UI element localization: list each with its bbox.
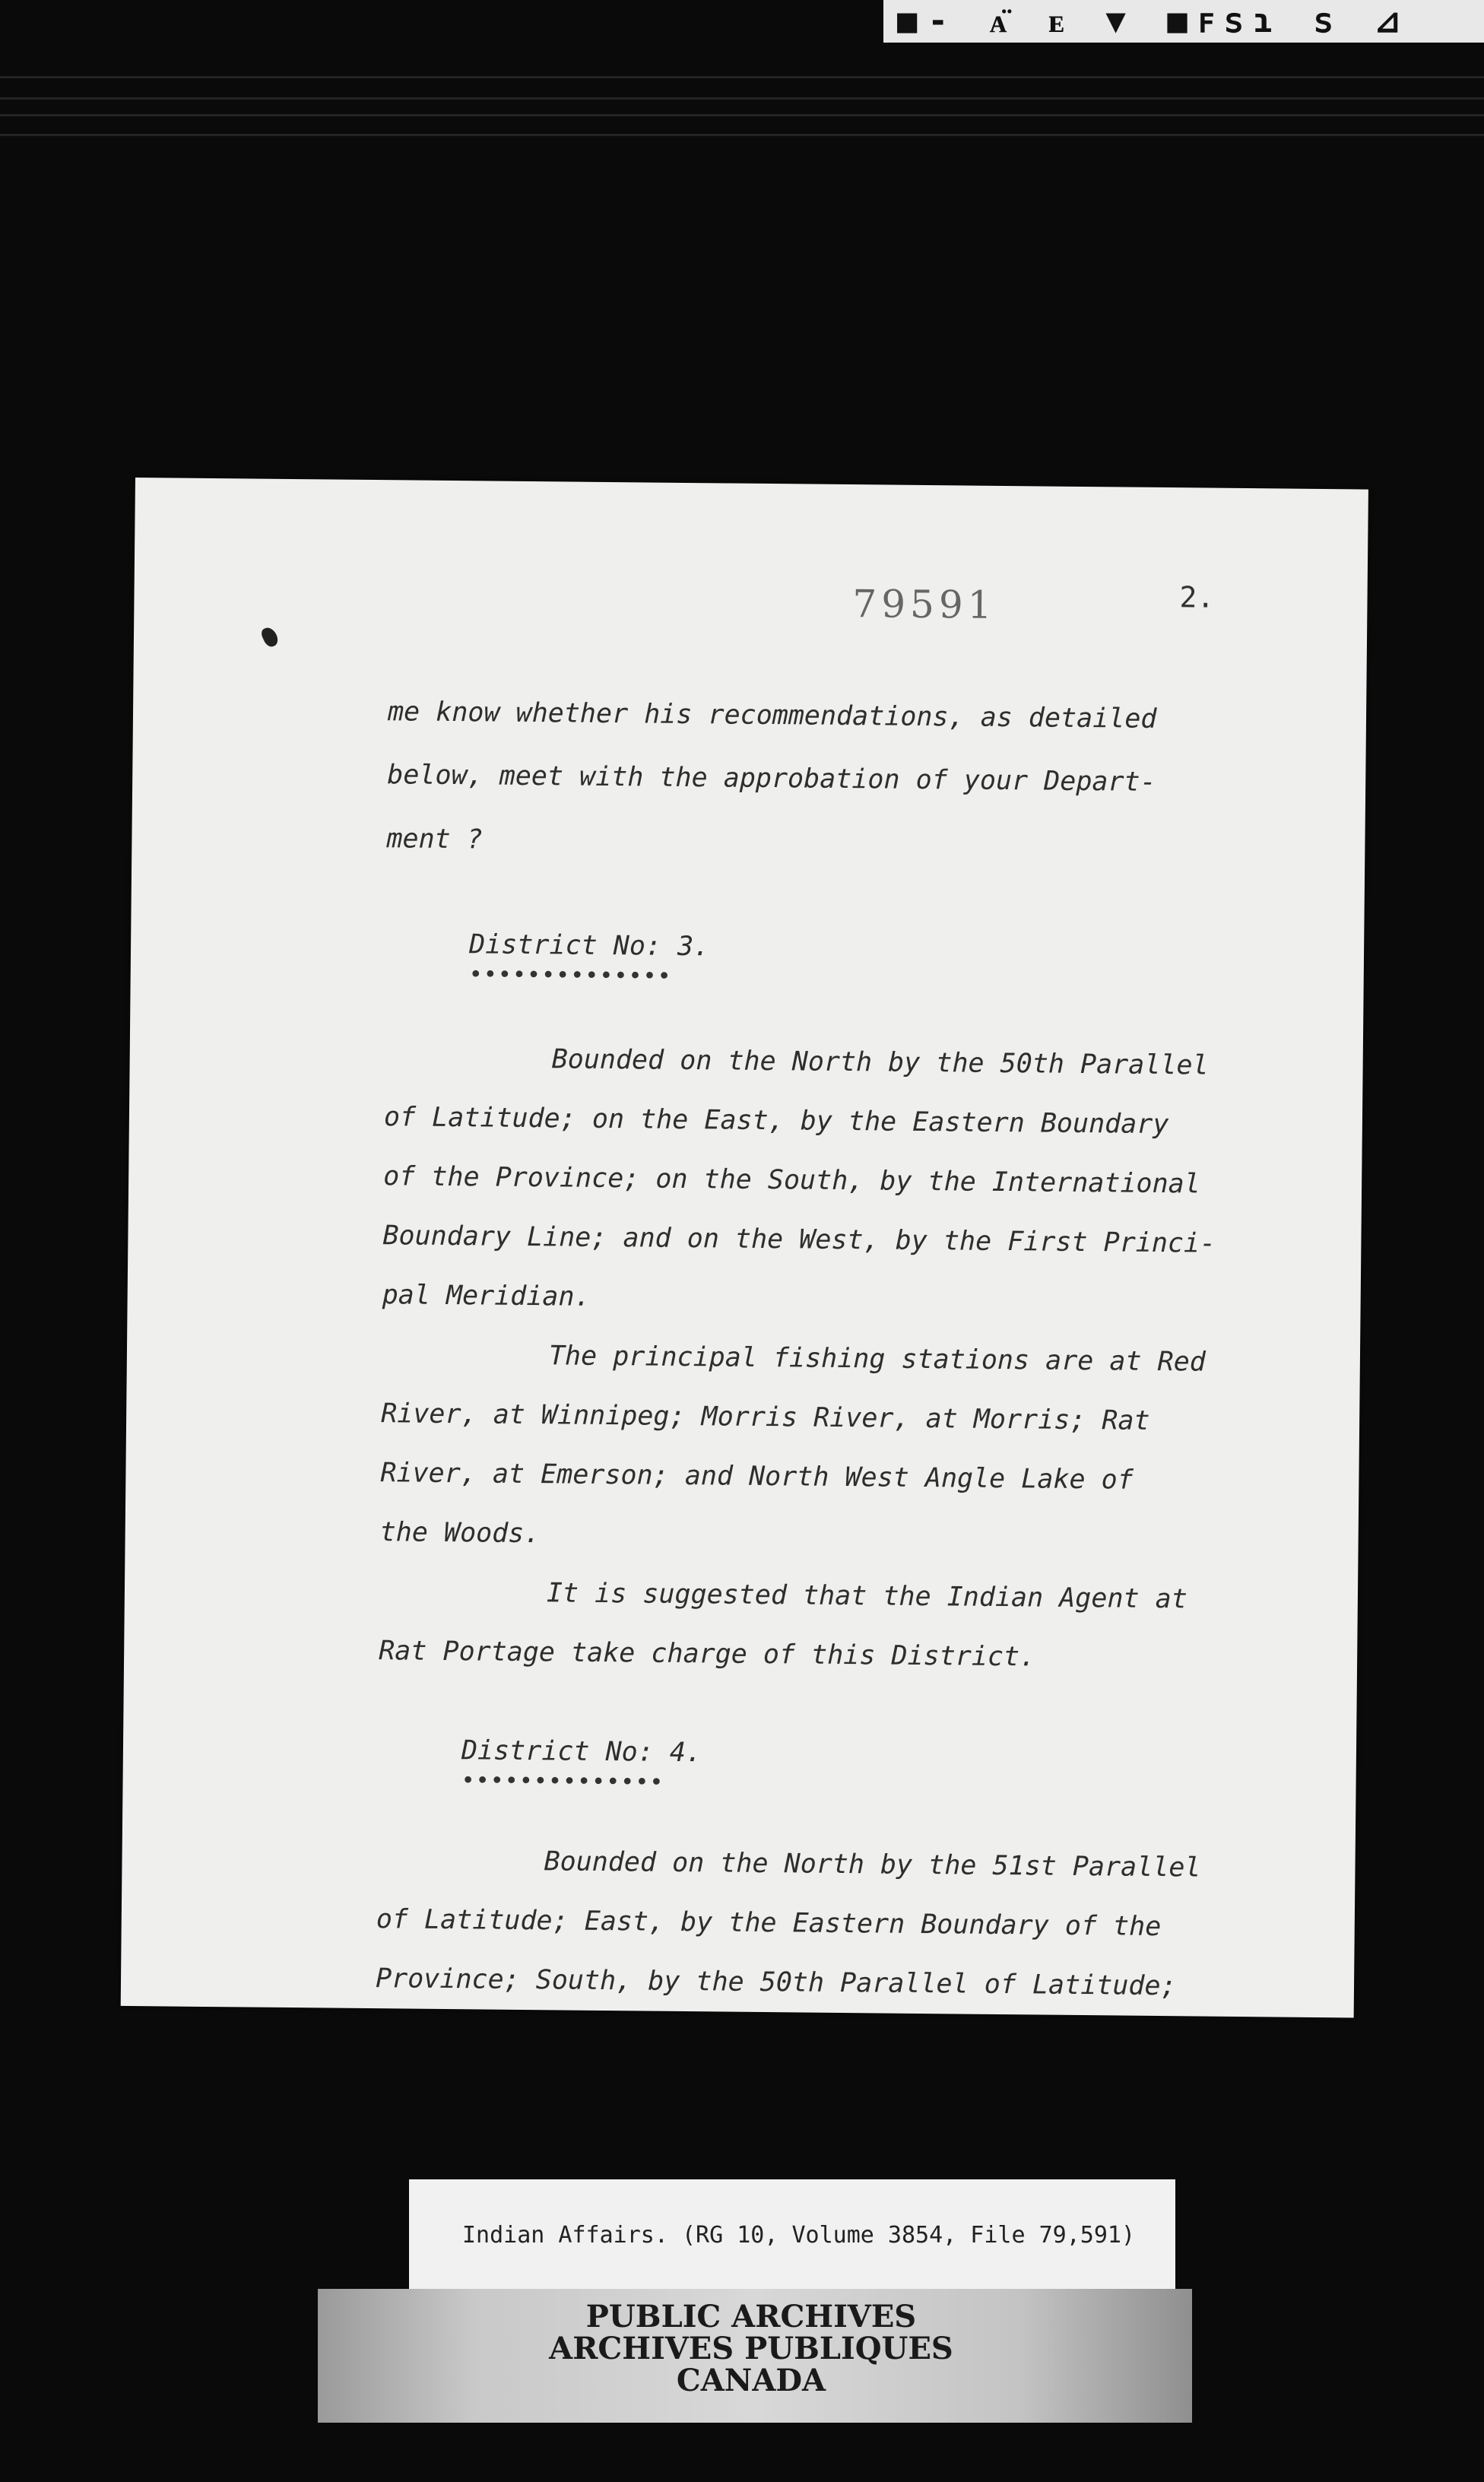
stamp-line: CANADA [676, 2363, 826, 2398]
stamp-line: ARCHIVES PUBLIQUES [549, 2331, 953, 2366]
heading-underline: •••••••••••••• [468, 961, 672, 990]
text-line: Province; South, by the 50th Parallel of Latitude; [375, 1963, 1177, 2002]
document-number: 79591 [852, 582, 997, 627]
text-line: Bounded on the North by the 50th Parallel [551, 1044, 1209, 1081]
text-line: pal Meridian. [382, 1280, 591, 1312]
text-line: River, at Winnipeg; Morris River, at Morris; Rat [381, 1398, 1150, 1436]
document-page [121, 478, 1368, 2017]
text-line: It is suggested that the Indian Agent at [546, 1578, 1188, 1615]
scan-line [0, 134, 1484, 136]
scan-line [0, 97, 1484, 100]
district-heading: District No: 4. [461, 1735, 702, 1769]
citation-label: Indian Affairs. (RG 10, Volume 3854, File 79,591) [409, 2179, 1175, 2292]
scan-line [0, 114, 1484, 116]
text-line: Rat Portage take charge of this District. [379, 1636, 1036, 1673]
archives-stamp [318, 2289, 1192, 2423]
text-line: ment ? [386, 824, 484, 855]
text-line: of Latitude; on the East, by the Eastern Boundary [383, 1102, 1169, 1141]
stamp-line: PUBLIC ARCHIVES [585, 2299, 917, 2334]
text-line: of Latitude; East, by the Eastern Boundary of the [376, 1904, 1162, 1943]
ink-mark [259, 625, 280, 649]
scan-line [0, 76, 1484, 78]
film-strip-header: ■- ᴀ̈ ᴇ ▼ ■ꜰꜱɿ ꜱ ⊿ [883, 0, 1484, 43]
text-line: below, meet with the approbation of your Depart- [387, 760, 1156, 798]
text-line: Bounded on the North by the 51st Parallel [544, 1846, 1201, 1884]
page-number: 2. [1179, 580, 1215, 614]
text-line: Boundary Line; and on the West, by the First Princi- [382, 1220, 1216, 1259]
district-heading: District No: 3. [468, 929, 710, 963]
text-line: me know whether his recommendations, as detailed [387, 697, 1157, 735]
text-line: of the Province; on the South, by the International [382, 1161, 1201, 1200]
text-line: River, at Emerson; and North West Angle Lake of [380, 1458, 1134, 1496]
text-line: The principal fishing stations are at Red [548, 1341, 1207, 1378]
heading-underline: •••••••••••••• [461, 1767, 664, 1796]
text-line: the Woods. [379, 1517, 541, 1550]
